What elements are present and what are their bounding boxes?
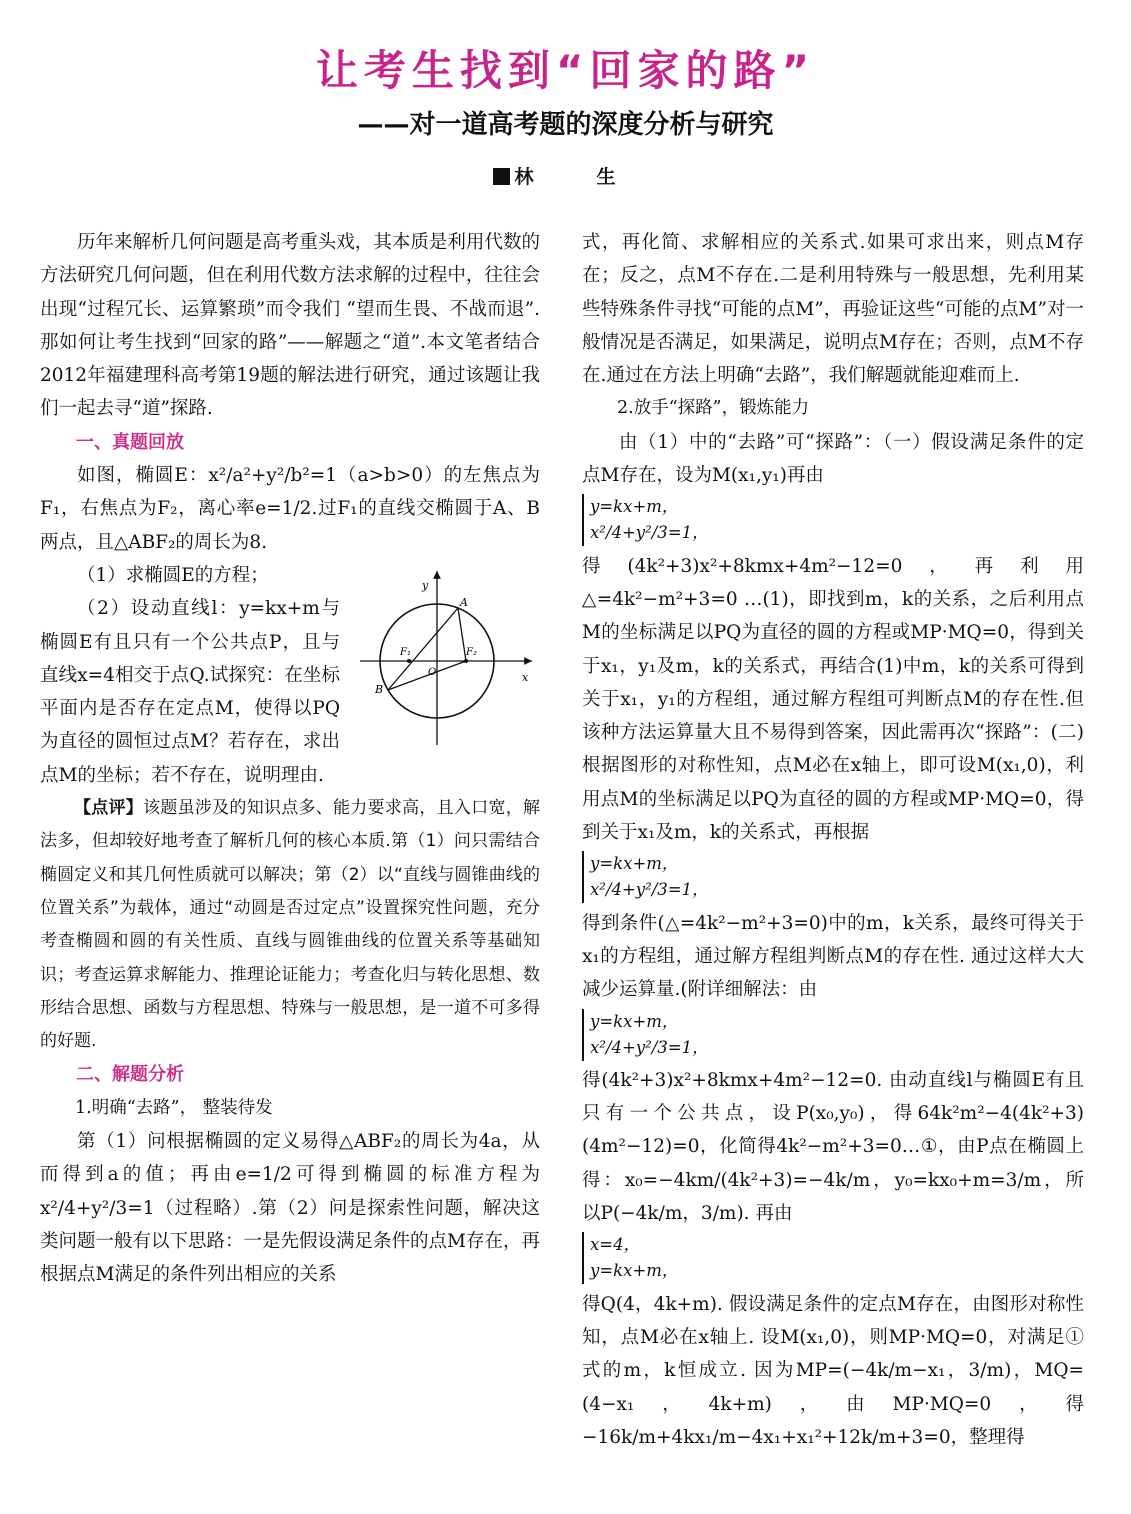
- sys2-line2: x²/4+y²/3=1，: [590, 880, 709, 900]
- equation-system-2: [582, 851, 709, 903]
- explore-paragraph-b: 得(4k²+3)x²+8kmx+4m²−12=0，再利用△=4k²−m²+3=0 …(1)，即找到m，k的关系，之后利用点M的坐标满足以PQ为直径的圆的方程或MP·MQ=0，得到关于x₁，y₁及m，k的关系式，再结合(1)中m，k的关系可得到关于x₁，y₁的方程组，通过解方程组可判断点M的存在性.但该种方法运算量大且不易得到答案，因此需再次“探路”：(二)根据图形的对称性知，点M必在x轴上，即可设M(x₁,0)，利用点M的坐标满足以PQ为直径的圆的方程或MP·MQ=0，得到关于x₁及m，k的关系式，再根据: [582, 555, 1084, 844]
- sys4-line1: x=4，: [590, 1235, 641, 1255]
- author-line: [0, 162, 1131, 189]
- sys1-line1: y=kx+m，: [590, 497, 679, 517]
- left-column: [40, 226, 540, 1292]
- label-f2: F₂: [466, 646, 477, 658]
- label-o: O: [428, 666, 437, 678]
- right-column: [582, 226, 1084, 1454]
- explore-paragraph-e: 得Q(4，4k+m). 假设满足条件的定点M存在，由图形对称性知，点M必在x轴上. 设M(x₁,0)，则MP·MQ=0，对满足①式的m，k恒成立. 因为MP=(−4k/m−x₁，3/m)，MQ=(4−x₁，4k+m)，由MP·MQ=0，得−16k/m+4kx₁/m−4x₁+x₁²+12k/m+3=0，整理得: [582, 1293, 1084, 1448]
- label-b: B: [375, 682, 384, 696]
- article-subtitle: ——对一道高考题的深度分析与研究: [357, 110, 774, 140]
- equation-system-1: [582, 494, 709, 546]
- equation-system-3: [582, 1009, 709, 1061]
- question-2: （2）设动直线l：y=kx+m与椭圆E有且只有一个公共点P，且与直线x=4相交于点Q.试探究：在坐标平面内是否存在定点M，使得以PQ为直径的圆恒过点M？若存在，求出点M的坐标；若不存在，说明理由.: [40, 598, 340, 786]
- explore-paragraph-c: 得到条件(△=4k²−m²+3=0)中的m，k关系，最终可得关于x₁的方程组，通过解方程组判断点M的存在性. 通过这样大大减少运算量.(附详细解法：由: [582, 912, 1084, 1001]
- sys4-line2: y=kx+m，: [590, 1261, 679, 1281]
- segment-af2: [458, 608, 466, 661]
- focus-f1-dot: [407, 659, 411, 663]
- review-tag: 【点评】: [74, 798, 144, 819]
- article-title: 让考生找到“回家的路”: [315, 46, 816, 95]
- intro-paragraph: 历年来解析几何问题是高考重头戏，其本质是利用代数的方法研究几何问题，但在利用代数方法求解的过程中，往往会出现“过程冗长、运算繁琐”而令我们 “望而生畏、不战而退”.那如何让考生找到“回家的路”——解题之“道”.本文笔者结合2012年福建理科高考第19题的解法进行研究，通过该题让我们一起去寻“道”探路.: [40, 232, 540, 420]
- analysis-paragraph-1: 第（1）问根据椭圆的定义易得△ABF₂的周长为4a，从而得到a的值；再由e=1/2可得到椭圆的标准方程为x²/4+y²/3=1（过程略）.第（2）问是探索性问题，解决这类问题一般有以下思路：一是先假设满足条件的点M存在，再根据点M满足的条件列出相应的关系: [40, 1131, 540, 1286]
- chord-ab: [388, 608, 458, 690]
- explore-paragraph-d: 得(4k²+3)x²+8kmx+4m²−12=0. 由动直线l与椭圆E有且只有一个公共点，设P(x₀,y₀)，得64k²m²−4(4k²+3)(4m²−12)=0，化简得4k²−m²+3=0…①，由P点在椭圆上得：x₀=−4km/(4k²+3)=−4k/m，y₀=kx₀+m=3/m，所以P(−4k/m，3/m). 再由: [582, 1069, 1084, 1225]
- section-heading-1: 一、真题回放: [76, 431, 184, 453]
- section-heading-2: 二、解题分析: [76, 1064, 184, 1086]
- sys3-line1: y=kx+m，: [590, 1011, 679, 1031]
- ellipse-diagram: [350, 565, 540, 751]
- author-name: 林 生: [514, 166, 638, 188]
- sys1-line2: x²/4+y²/3=1，: [590, 523, 709, 543]
- review-paragraph: [40, 792, 540, 1058]
- problem-statement: 如图，椭圆E：x²/a²+y²/b²=1（a>b>0）的左焦点为F₁，右焦点为F₂，离心率e=1/2.过F₁的直线交椭圆于A、B两点，且△ABF₂的周长为8.: [40, 465, 540, 553]
- explore-paragraph-a: 由（1）中的“去路”可“探路”：（一）假设满足条件的定点M存在，设为M(x₁,y₁)再由: [582, 431, 1084, 487]
- equation-system-4: [582, 1232, 678, 1284]
- review-text: 该题虽涉及的知识点多、能力要求高，且入口宽，解法多，但却较好地考查了解析几何的核心本质.第（1）问只需结合椭圆定义和其几何性质就可以解决；第（2）以“直线与圆锥曲线的位置关系”为载体，通过“动圆是否过定点”设置探究性问题，充分考查椭圆和圆的有关性质、直线与圆锥曲线的位置关系等基础知识；考查运算求解能力、推理论证能力；考查化归与转化思想、数形结合思想、函数与方程思想、特殊与一般思想，是一道不可多得的好题.: [40, 798, 541, 1052]
- label-f1: F₁: [400, 646, 411, 658]
- author-square-icon: [493, 168, 510, 185]
- focus-f2-dot: [464, 659, 468, 663]
- sys2-line1: y=kx+m，: [590, 854, 679, 874]
- ellipse-figure: [350, 565, 540, 751]
- subsection-1: 1.明确“去路”， 整装待发: [75, 1097, 273, 1118]
- label-y: y: [422, 578, 429, 592]
- label-a: A: [460, 595, 468, 609]
- question-1: （1）求椭圆E的方程；: [77, 564, 269, 586]
- sys3-line2: x²/4+y²/3=1，: [590, 1037, 709, 1057]
- continuation-paragraph: 式，再化简、求解相应的关系式.如果可求出来，则点M存在；反之，点M不存在.二是利用特殊与一般思想，先利用某些特殊条件寻找“可能的点M”，再验证这些“可能的点M”对一般情况是否满足，如果满足，说明点M存在；否则，点M不存在.通过在方法上明确“去路”，我们解题就能迎难而上.: [582, 232, 1084, 387]
- label-x: x: [522, 670, 529, 684]
- subsection-2: 2.放手“探路”，锻炼能力: [617, 398, 810, 419]
